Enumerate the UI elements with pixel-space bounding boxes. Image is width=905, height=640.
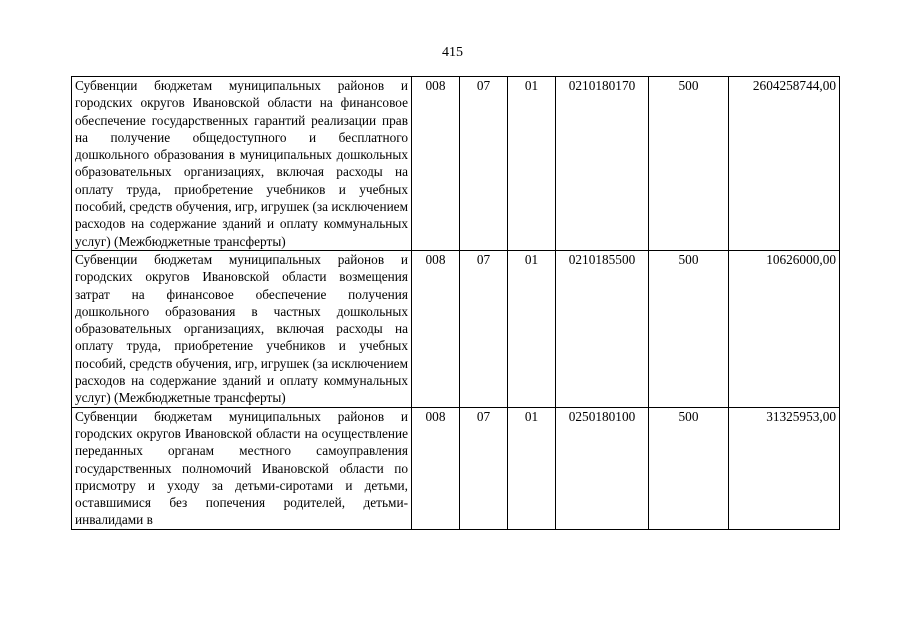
row-target-article-code: 0250180100: [556, 407, 649, 529]
row-amount: 31325953,00: [729, 407, 840, 529]
row-expense-type-code: 500: [649, 77, 729, 251]
row-subsection-code: 01: [508, 250, 556, 407]
row-description: Субвенции бюджетам муниципальных районов и городских округов Ивановской области возмещения затрат на финансовое обеспечение получения дошкольного образования в частных дошкольных образовательных организациях, включая расходы на оплату труда, приобретение учебников и учебных пособий, средств обучения, игр, игрушек (за исключением расходов на содержание зданий и оплату коммунальных услуг) (Межбюджетные трансферты): [72, 250, 412, 407]
row-target-article-code: 0210180170: [556, 77, 649, 251]
row-target-article-code: 0210185500: [556, 250, 649, 407]
row-section-code: 07: [460, 407, 508, 529]
row-grbs-code: 008: [412, 407, 460, 529]
row-subsection-code: 01: [508, 77, 556, 251]
table-row: [72, 77, 840, 251]
row-description: Субвенции бюджетам муниципальных районов и городских округов Ивановской области на финансовое обеспечение государственных гарантий реализации прав на получение общедоступного и бесплатного дошкольного образования в муниципальных дошкольных образовательных организациях, включая расходы на оплату труда, приобретение учебников и учебных пособий, средств обучения, игр, игрушек (за исключением расходов на содержание зданий и оплату коммунальных услуг) (Межбюджетные трансферты): [72, 77, 412, 251]
budget-table: [71, 76, 840, 530]
row-section-code: 07: [460, 250, 508, 407]
row-description-cell: [72, 407, 412, 529]
table-row: [72, 407, 840, 529]
page-number: 415: [442, 45, 463, 60]
row-section-code: 07: [460, 77, 508, 251]
row-expense-type-code: 500: [649, 250, 729, 407]
row-amount: 10626000,00: [729, 250, 840, 407]
row-subsection-code: 01: [508, 407, 556, 529]
row-amount: 2604258744,00: [729, 77, 840, 251]
row-grbs-code: 008: [412, 250, 460, 407]
row-grbs-code: 008: [412, 77, 460, 251]
row-description: Субвенции бюджетам муниципальных районов и городских округов Ивановской области на осуществление переданных органам местного самоуправления государственных полномочий Ивановской области по присмотру и уходу за детьми-сиротами и детьми, оставшимися без попечения родителей, детьми-инвалидами в: [75, 408, 408, 528]
table-row: [72, 250, 840, 407]
row-expense-type-code: 500: [649, 407, 729, 529]
